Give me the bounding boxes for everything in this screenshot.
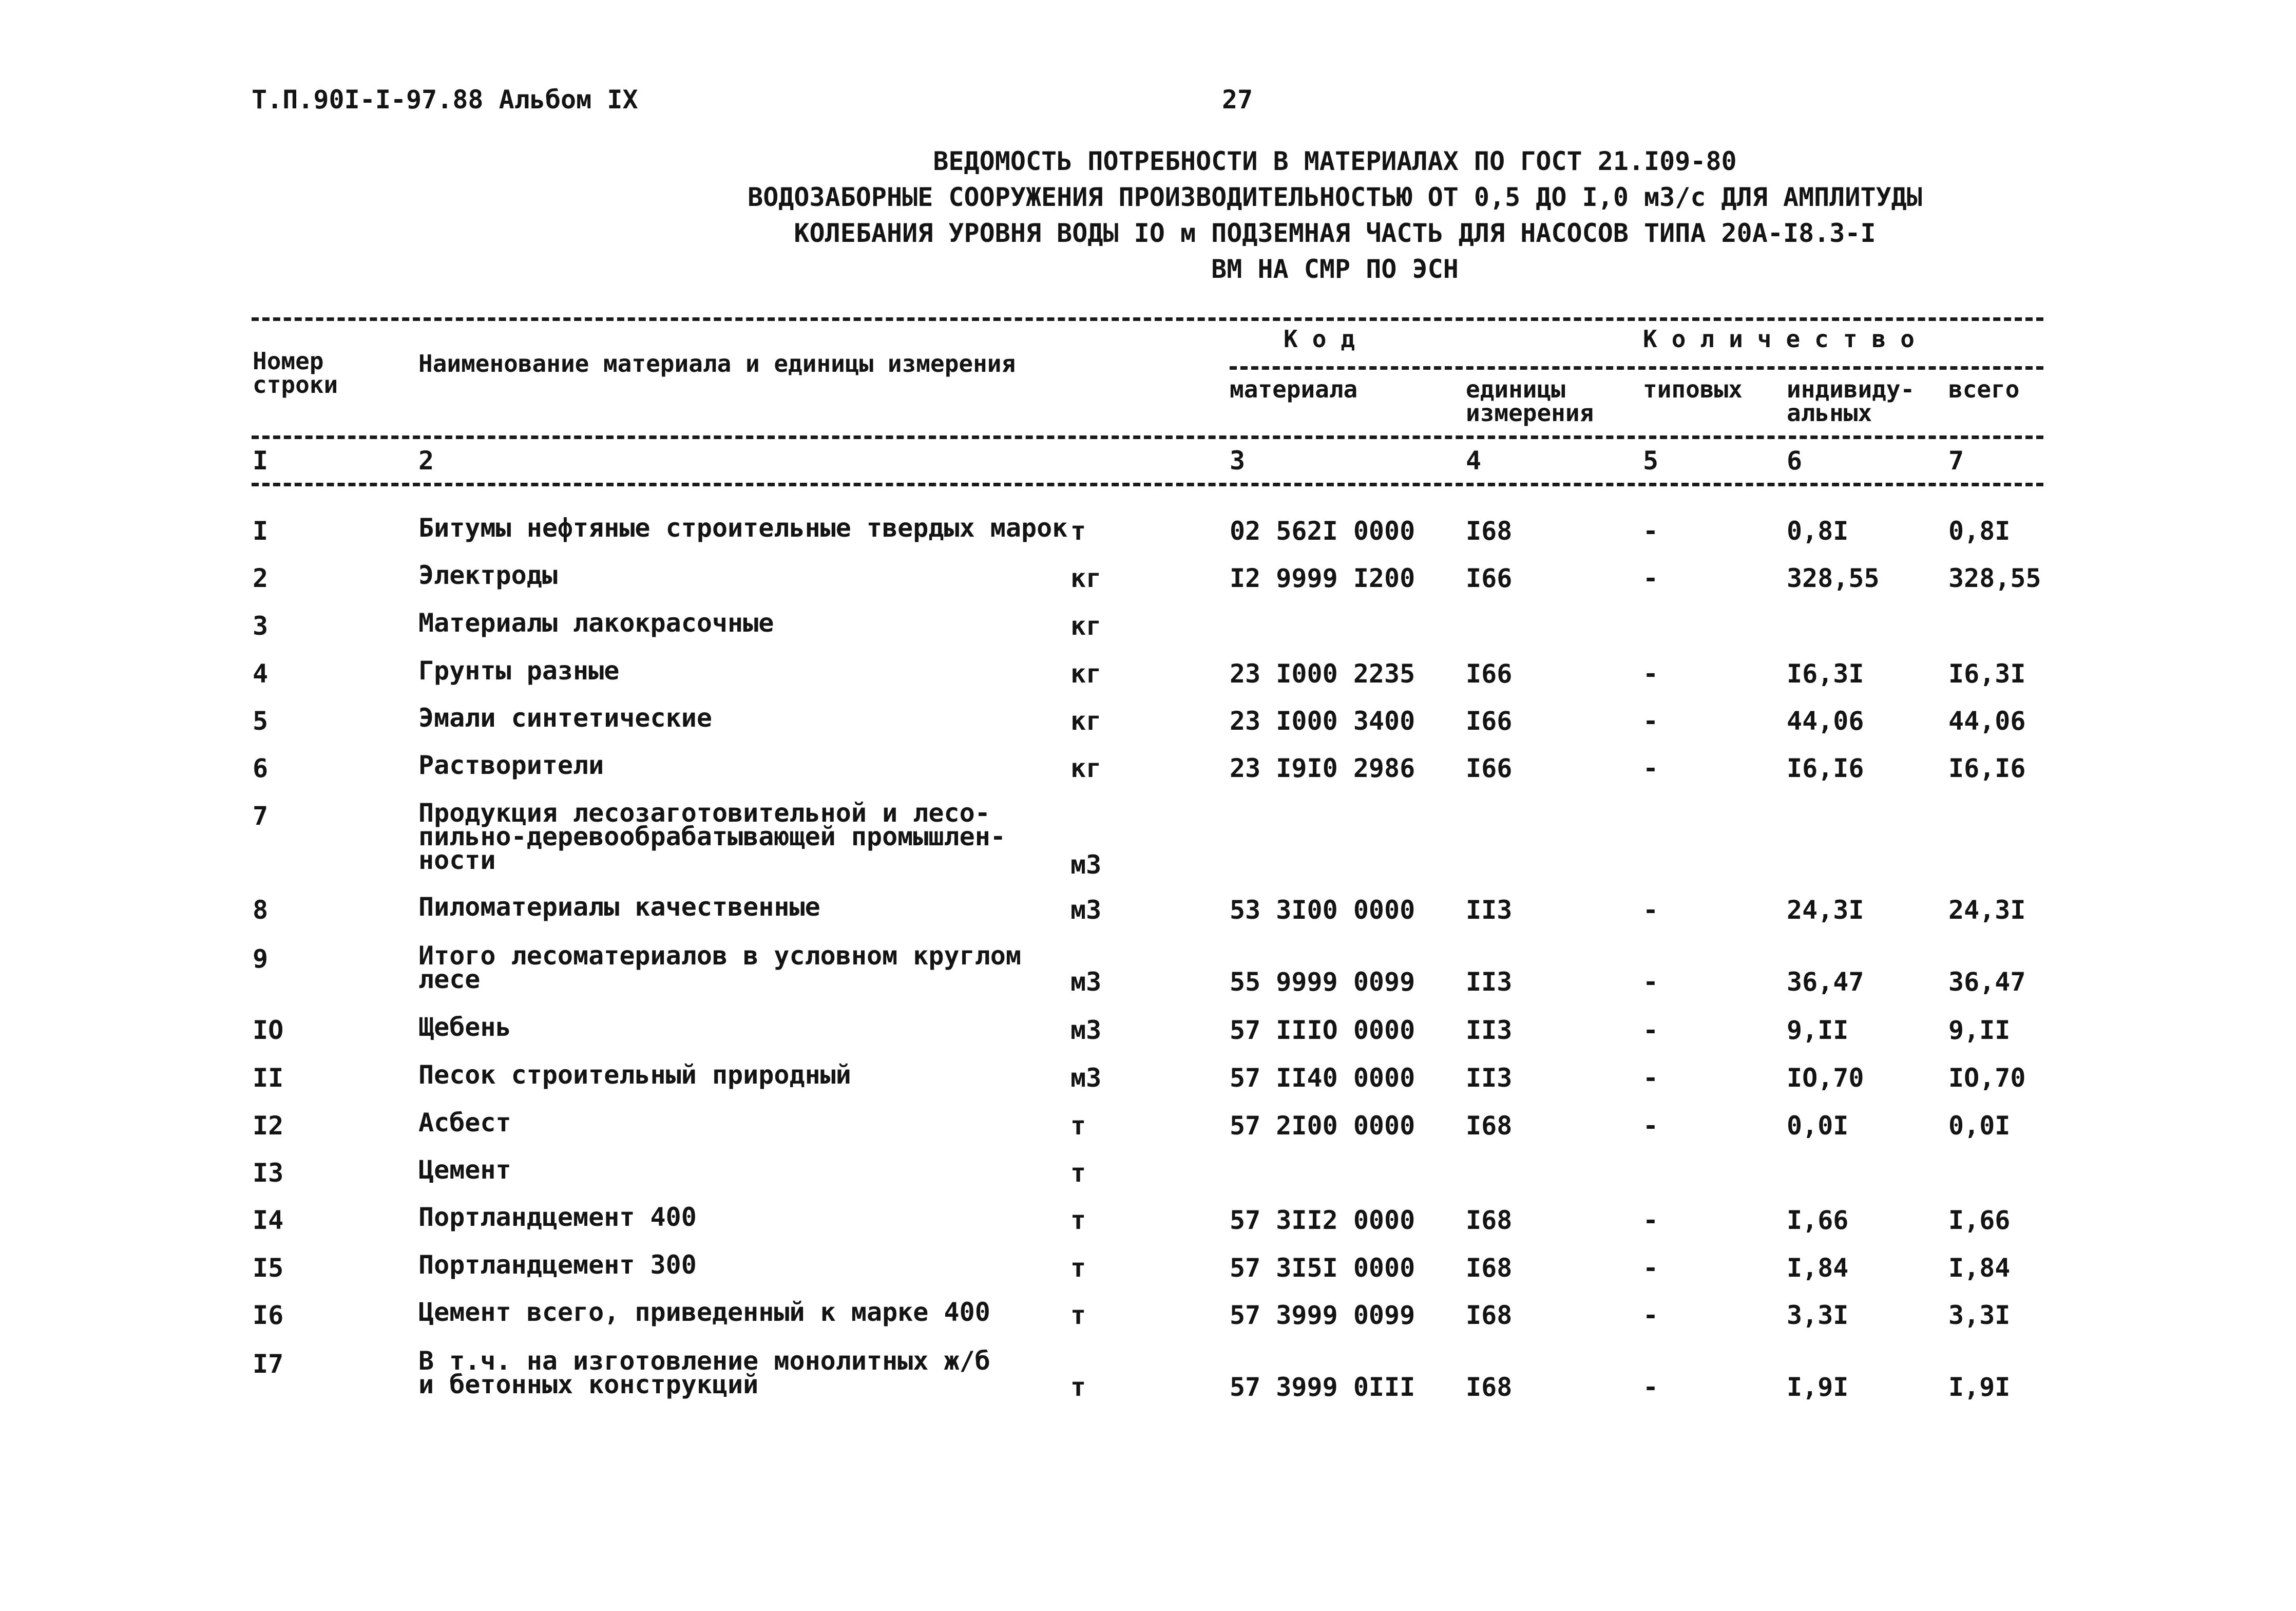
row-number: I6 <box>253 1300 284 1330</box>
unit: м3 <box>1070 1015 1102 1045</box>
material-name: Асбест <box>418 1108 511 1138</box>
header-total: всего <box>1948 375 2020 403</box>
unit-code: I66 <box>1466 563 1513 593</box>
material-name: Щебень <box>418 1012 511 1042</box>
title-line-3: КОЛЕБАНИЯ УРОВНЯ ВОДЫ IO м ПОДЗЕМНАЯ ЧАСТЬ ДЛЯ НАСОСОВ ТИПА 20А-I8.3-I <box>794 218 1876 248</box>
qty-individual: 3,3I <box>1787 1300 1849 1330</box>
header-code-unit-line-2: измерения <box>1466 399 1594 427</box>
material-name: Электроды <box>418 560 558 590</box>
qty-total: 328,55 <box>1948 563 2041 593</box>
qty-typical: - <box>1643 1253 1659 1283</box>
row-number: 8 <box>253 895 269 925</box>
material-name: Портландцемент 400 <box>418 1202 697 1232</box>
column-number-5: 5 <box>1643 446 1659 476</box>
unit: кг <box>1070 753 1102 783</box>
title-line-2: ВОДОЗАБОРНЫЕ СООРУЖЕНИЯ ПРОИЗВОДИТЕЛЬНОСТЬЮ ОТ 0,5 ДО I,0 м3/с ДЛЯ АМПЛИТУДЫ <box>748 182 1922 212</box>
header-group-rule <box>1230 366 2043 370</box>
column-number-4: 4 <box>1466 446 1482 476</box>
header-row-number-line-2: строки <box>253 371 338 399</box>
qty-typical: - <box>1643 706 1659 736</box>
row-number: I5 <box>253 1253 284 1283</box>
unit: кг <box>1070 563 1102 593</box>
unit-code: II3 <box>1466 1015 1513 1045</box>
qty-typical: - <box>1643 1205 1659 1235</box>
qty-total: 0,8I <box>1948 516 2011 546</box>
material-code: I2 9999 I200 <box>1230 563 1415 593</box>
page-number: 27 <box>1222 85 1253 115</box>
qty-typical: - <box>1643 753 1659 783</box>
row-number: 7 <box>253 801 269 831</box>
unit-code: II3 <box>1466 1063 1513 1093</box>
material-code: 53 3I00 0000 <box>1230 895 1415 925</box>
row-number: 5 <box>253 706 269 736</box>
qty-total: I6,I6 <box>1948 753 2026 783</box>
qty-individual: I6,I6 <box>1787 753 1864 783</box>
qty-individual: I6,3I <box>1787 659 1864 689</box>
unit-code: I66 <box>1466 659 1513 689</box>
header-individual-line-1: индивиду- <box>1787 375 1915 403</box>
qty-typical: - <box>1643 1372 1659 1402</box>
unit: кг <box>1070 659 1102 689</box>
row-number: 9 <box>253 944 269 974</box>
unit-code: I68 <box>1466 1372 1513 1402</box>
qty-typical: - <box>1643 1300 1659 1330</box>
table-top-rule <box>252 317 2043 321</box>
header-row-number-line-1: Номер <box>253 347 324 375</box>
unit: т <box>1070 1111 1086 1141</box>
header-material-name: Наименование материала и единицы измерения <box>418 350 1016 377</box>
unit: т <box>1070 1253 1086 1283</box>
material-code: 23 I9I0 2986 <box>1230 753 1415 783</box>
unit: т <box>1070 1300 1086 1330</box>
material-code: 23 I000 2235 <box>1230 659 1415 689</box>
material-code: 57 2I00 0000 <box>1230 1111 1415 1141</box>
unit-code: I68 <box>1466 1253 1513 1283</box>
column-number-2: 2 <box>418 446 434 476</box>
material-name-line: лесе <box>418 964 481 994</box>
qty-typical: - <box>1643 1063 1659 1093</box>
material-name-line: пильно-деревообрабатывающей промышлен- <box>418 822 1006 851</box>
qty-individual: I,66 <box>1787 1205 1849 1235</box>
qty-individual: 9,II <box>1787 1015 1849 1045</box>
unit: м3 <box>1070 1063 1102 1093</box>
column-number-7: 7 <box>1948 446 1964 476</box>
title-line-1: ВЕДОМОСТЬ ПОТРЕБНОСТИ В МАТЕРИАЛАХ ПО ГОСТ 21.I09-80 <box>933 146 1737 176</box>
material-name: Эмали синтетические <box>418 703 712 733</box>
qty-individual: I,84 <box>1787 1253 1849 1283</box>
material-name-line: ности <box>418 845 496 875</box>
qty-total: 9,II <box>1948 1015 2011 1045</box>
material-name: Цемент <box>418 1155 511 1185</box>
material-name-line: В т.ч. на изготовление монолитных ж/б <box>418 1346 990 1376</box>
unit: т <box>1070 1205 1086 1235</box>
qty-total: IO,70 <box>1948 1063 2026 1093</box>
material-name: Пиломатериалы качественные <box>418 892 820 922</box>
qty-total: 24,3I <box>1948 895 2026 925</box>
qty-total: 36,47 <box>1948 967 2026 997</box>
row-number: I7 <box>253 1349 284 1379</box>
qty-typical: - <box>1643 659 1659 689</box>
qty-total: 3,3I <box>1948 1300 2011 1330</box>
header-individual <box>1787 377 1915 425</box>
unit: т <box>1070 1158 1086 1188</box>
header-typical: типовых <box>1643 375 1743 403</box>
material-code: 55 9999 0099 <box>1230 967 1415 997</box>
qty-typical: - <box>1643 563 1659 593</box>
material-code: 57 3II2 0000 <box>1230 1205 1415 1235</box>
material-name <box>418 1346 990 1399</box>
material-name: Грунты разные <box>418 656 620 686</box>
header-code-unit <box>1466 377 1594 425</box>
unit-code: I66 <box>1466 706 1513 736</box>
row-number: I4 <box>253 1205 284 1235</box>
row-number: I2 <box>253 1111 284 1141</box>
unit: кг <box>1070 706 1102 736</box>
header-row-number <box>253 347 338 399</box>
title-line-4: ВМ НА СМР ПО ЭСН <box>1211 254 1459 284</box>
header-code-material: материала <box>1230 375 1358 403</box>
material-code: 57 3999 0III <box>1230 1372 1415 1402</box>
qty-individual: IO,70 <box>1787 1063 1864 1093</box>
qty-total: I6,3I <box>1948 659 2026 689</box>
row-number: 2 <box>253 563 269 593</box>
material-code: 57 IIIO 0000 <box>1230 1015 1415 1045</box>
column-numbers-rule <box>252 483 2043 486</box>
material-code: 23 I000 3400 <box>1230 706 1415 736</box>
unit-code: I68 <box>1466 1205 1513 1235</box>
unit: т <box>1070 1372 1086 1402</box>
material-name-line: и бетонных конструкций <box>418 1370 759 1399</box>
qty-total: I,66 <box>1948 1205 2011 1235</box>
row-number: 4 <box>253 659 269 689</box>
unit: т <box>1070 516 1086 546</box>
material-code: 57 3999 0099 <box>1230 1300 1415 1330</box>
row-number: 6 <box>253 753 269 783</box>
header-code-unit-line-1: единицы <box>1466 375 1565 403</box>
unit-code: I68 <box>1466 1300 1513 1330</box>
column-number-6: 6 <box>1787 446 1803 476</box>
qty-individual: 36,47 <box>1787 967 1864 997</box>
row-number: II <box>253 1063 284 1093</box>
material-name: Цемент всего, приведенный к марке 400 <box>418 1297 990 1327</box>
unit: кг <box>1070 611 1102 641</box>
unit: м3 <box>1070 850 1102 880</box>
qty-total: I,9I <box>1948 1372 2011 1402</box>
material-name <box>418 941 1021 994</box>
qty-typical: - <box>1643 516 1659 546</box>
row-number: I3 <box>253 1158 284 1188</box>
material-name <box>418 798 1006 875</box>
material-code: 02 562I 0000 <box>1230 516 1415 546</box>
material-name: Портландцемент 300 <box>418 1250 697 1280</box>
qty-individual: 44,06 <box>1787 706 1864 736</box>
unit-code: I68 <box>1466 1111 1513 1141</box>
qty-typical: - <box>1643 1111 1659 1141</box>
qty-individual: 328,55 <box>1787 563 1880 593</box>
qty-individual: I,9I <box>1787 1372 1849 1402</box>
header-code-group: Код <box>1284 325 1370 353</box>
qty-typical: - <box>1643 967 1659 997</box>
row-number: 3 <box>253 611 269 641</box>
qty-individual: 0,0I <box>1787 1111 1849 1141</box>
material-name: Битумы нефтяные строительные твердых марок <box>418 513 1068 543</box>
unit-code: II3 <box>1466 967 1513 997</box>
header-bottom-rule <box>252 435 2043 439</box>
qty-typical: - <box>1643 1015 1659 1045</box>
document-reference: Т.П.90I-I-97.88 Альбом IX <box>252 85 638 115</box>
unit: м3 <box>1070 895 1102 925</box>
qty-total: 44,06 <box>1948 706 2026 736</box>
material-name-line: Итого лесоматериалов в условном круглом <box>418 941 1021 971</box>
header-quantity-group: Количество <box>1643 325 1929 353</box>
qty-individual: 0,8I <box>1787 516 1849 546</box>
column-number-3: 3 <box>1230 446 1246 476</box>
unit-code: I66 <box>1466 753 1513 783</box>
header-individual-line-2: альных <box>1787 399 1872 427</box>
material-code: 57 3I5I 0000 <box>1230 1253 1415 1283</box>
material-name: Песок строительный природный <box>418 1060 851 1090</box>
qty-total: 0,0I <box>1948 1111 2011 1141</box>
unit-code: I68 <box>1466 516 1513 546</box>
qty-typical: - <box>1643 895 1659 925</box>
column-number-1: I <box>253 446 269 476</box>
material-name: Материалы лакокрасочные <box>418 608 774 638</box>
row-number: I <box>253 516 269 546</box>
material-name-line: Продукция лесозаготовительной и лесо- <box>418 798 990 828</box>
material-name: Растворители <box>418 750 604 780</box>
row-number: IO <box>253 1015 284 1045</box>
unit-code: II3 <box>1466 895 1513 925</box>
material-code: 57 II40 0000 <box>1230 1063 1415 1093</box>
qty-total: I,84 <box>1948 1253 2011 1283</box>
qty-individual: 24,3I <box>1787 895 1864 925</box>
unit: м3 <box>1070 967 1102 997</box>
